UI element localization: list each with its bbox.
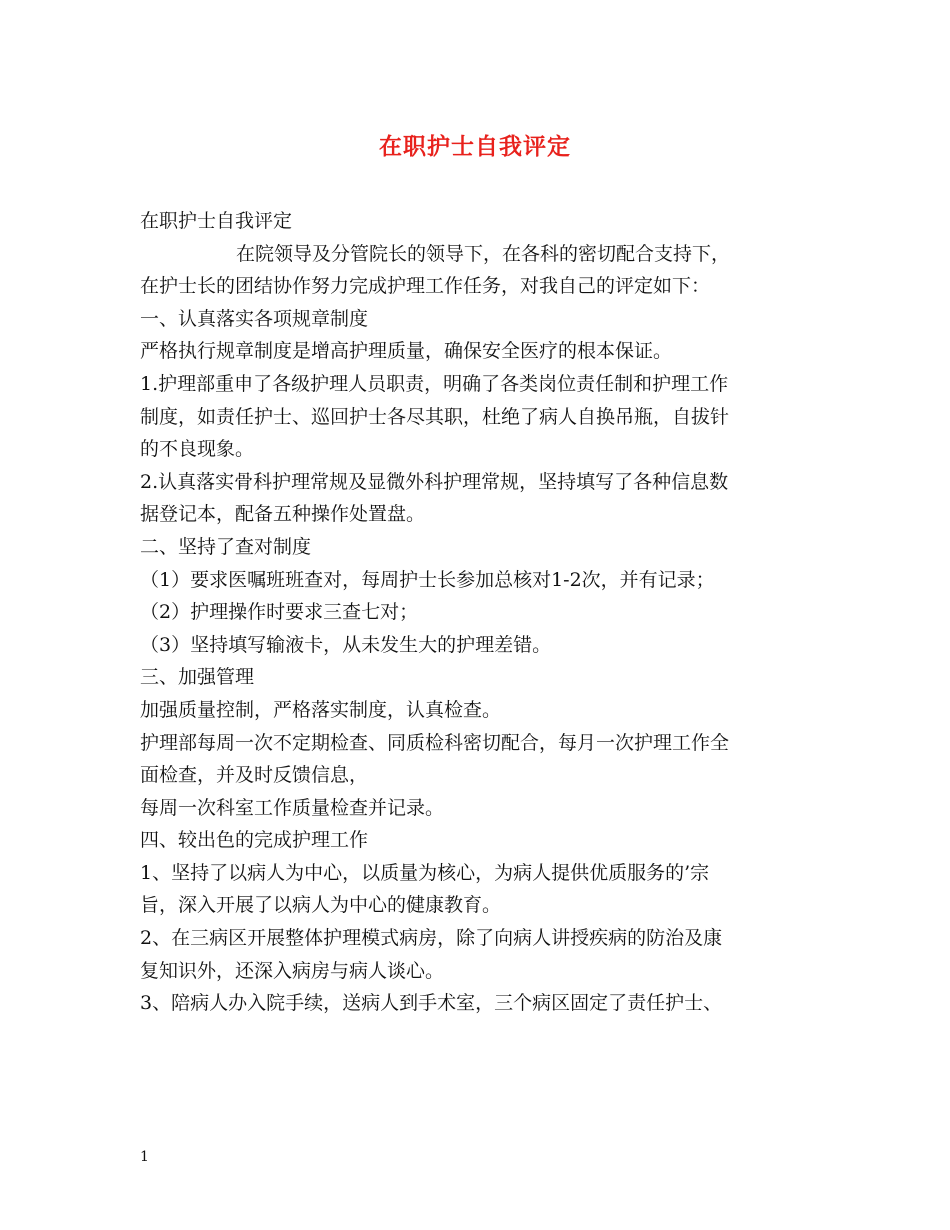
body-line: 在院领导及分管院长的领导下，在各科的密切配合支持下， <box>236 242 731 265</box>
section-heading: 四、较出色的完成护理工作 <box>140 829 369 852</box>
section-heading: 二、坚持了查对制度 <box>140 535 312 558</box>
body-line: 1.护理部重申了各级护理人员职责，明确了各类岗位责任制和护理工作 <box>140 372 729 395</box>
body-line: 复知识外，还深入病房与病人谈心。 <box>140 959 445 982</box>
body-line: （2）护理操作时要求三查七对； <box>140 601 419 624</box>
body-line: 面检查，并及时反馈信息， <box>140 764 369 787</box>
body-line: 2、在三病区开展整体护理模式病房，除了向病人讲授疾病的防治及康 <box>140 927 723 950</box>
document-title: 在职护士自我评定 <box>379 133 571 160</box>
section-heading: 一、认真落实各项规章制度 <box>140 307 369 330</box>
body-line: 在职护士自我评定 <box>140 210 293 232</box>
document-body <box>140 205 816 1020</box>
body-line: （3）坚持填写输液卡，从未发生大的护理差错。 <box>140 633 552 656</box>
body-line: 3、陪病人办入院手续，送病人到手术室，三个病区固定了责任护士、 <box>140 992 723 1015</box>
body-line: （1）要求医嘱班班查对，每周护士长参加总核对1-2次，并有记录； <box>140 568 715 591</box>
section-heading: 三、加强管理 <box>140 666 255 689</box>
body-line: 2.认真落实骨科护理常规及显微外科护理常规，坚持填写了各种信息数 <box>140 470 729 493</box>
body-line: 在护士长的团结协作努力完成护理工作任务，对我自己的评定如下： <box>140 275 711 298</box>
body-line: 旨，深入开展了以病人为中心的健康教育。 <box>140 894 502 917</box>
body-line: 1、坚持了以病人为中心，以质量为核心，为病人提供优质服务的’宗 <box>140 861 710 884</box>
body-line: 据登记本，配备五种操作处置盘。 <box>140 503 426 526</box>
body-line: 加强质量控制，严格落实制度，认真检查。 <box>140 698 502 721</box>
body-line: 护理部每周一次不定期检查、同质检科密切配合，每月一次护理工作全 <box>140 731 730 754</box>
body-line: 制度，如责任护士、巡回护士各尽其职，杜绝了病人自换吊瓶，自拔针 <box>140 405 730 428</box>
body-line: 的不良现象。 <box>140 438 255 461</box>
body-line: 每周一次科室工作质量检查并记录。 <box>140 796 445 819</box>
page-number: 1 <box>140 1149 149 1165</box>
body-line: 严格执行规章制度是增高护理质量，确保安全医疗的根本保证。 <box>140 340 673 363</box>
